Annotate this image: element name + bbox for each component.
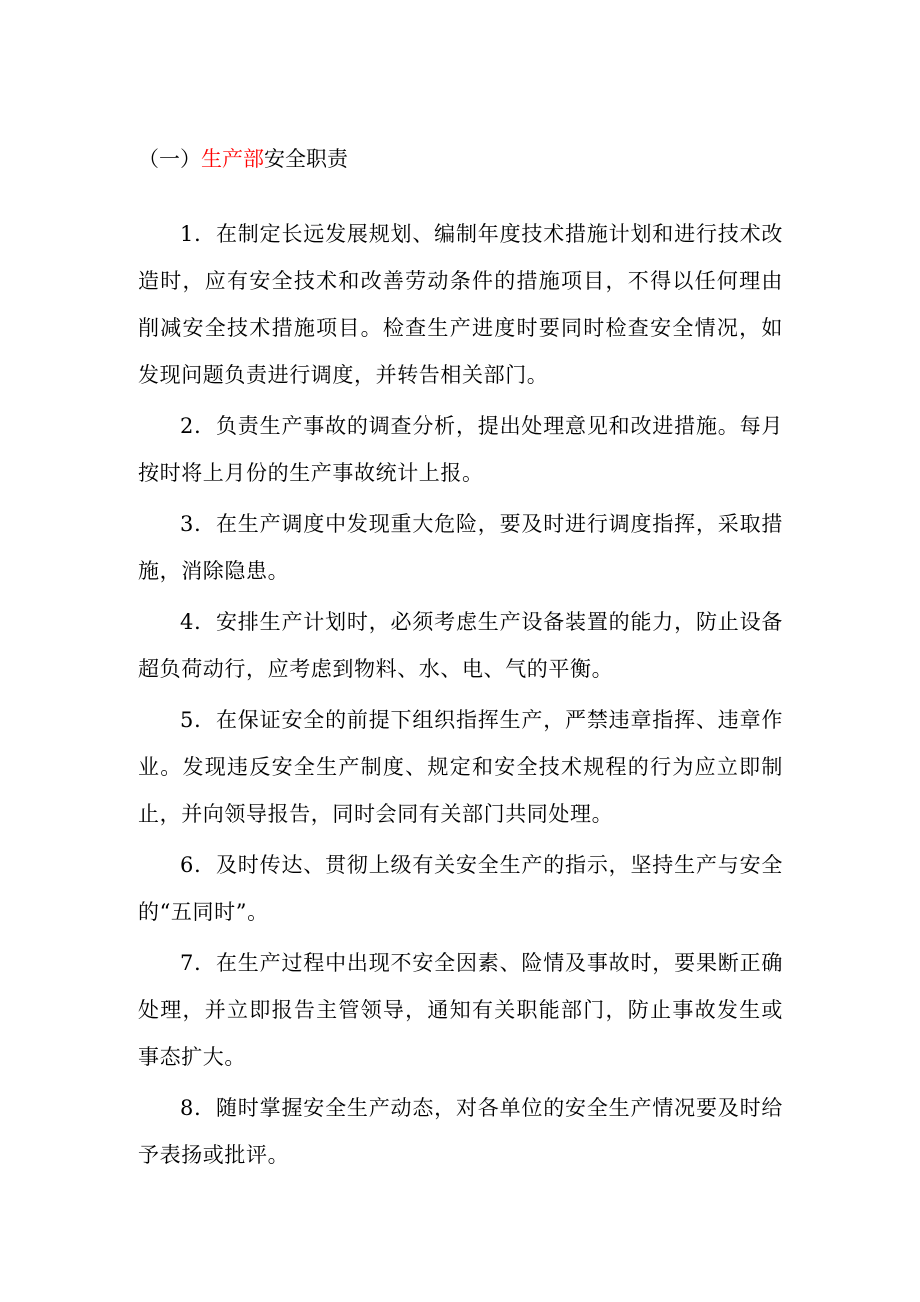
responsibility-item-1: 1．在制定长远发展规划、编制年度技术措施计划和进行技术改造时，应有安全技术和改善劳动条件的措施项目，不得以任何理由削减安全技术措施项目。检查生产进度时要同时检查安全情况，如发现问题负责进行调度，并转告相关部门。 bbox=[138, 222, 783, 387]
heading-department: 生产部 bbox=[201, 147, 264, 171]
heading-suffix: 安全职责 bbox=[264, 147, 348, 171]
section-heading bbox=[138, 144, 348, 174]
responsibility-item-6: 6．及时传达、贯彻上级有关安全生产的指示，坚持生产与安全的“五同时”。 bbox=[138, 853, 783, 924]
responsibility-item-2: 2．负责生产事故的调查分析，提出处理意见和改进措施。每月按时将上月份的生产事故统计上报。 bbox=[138, 414, 783, 485]
responsibility-item-7: 7．在生产过程中出现不安全因素、险情及事故时，要果断正确处理，并立即报告主管领导，通知有关职能部门，防止事故发生或事态扩大。 bbox=[138, 951, 783, 1069]
heading-prefix: （一） bbox=[138, 147, 201, 171]
responsibility-list bbox=[138, 211, 783, 1183]
responsibility-item-8: 8．随时掌握安全生产动态，对各单位的安全生产情况要及时给予表扬或批评。 bbox=[138, 1096, 783, 1167]
responsibility-item-4: 4．安排生产计划时，必须考虑生产设备装置的能力，防止设备超负荷动行，应考虑到物料、水、电、气的平衡。 bbox=[138, 610, 783, 681]
responsibility-item-5: 5．在保证安全的前提下组织指挥生产，严禁违章指挥、违章作业。发现违反安全生产制度、规定和安全技术规程的行为应立即制止，并向领导报告，同时会同有关部门共同处理。 bbox=[138, 708, 783, 826]
responsibility-item-3: 3．在生产调度中发现重大危险，要及时进行调度指挥，采取措施，消除隐患。 bbox=[138, 512, 783, 583]
